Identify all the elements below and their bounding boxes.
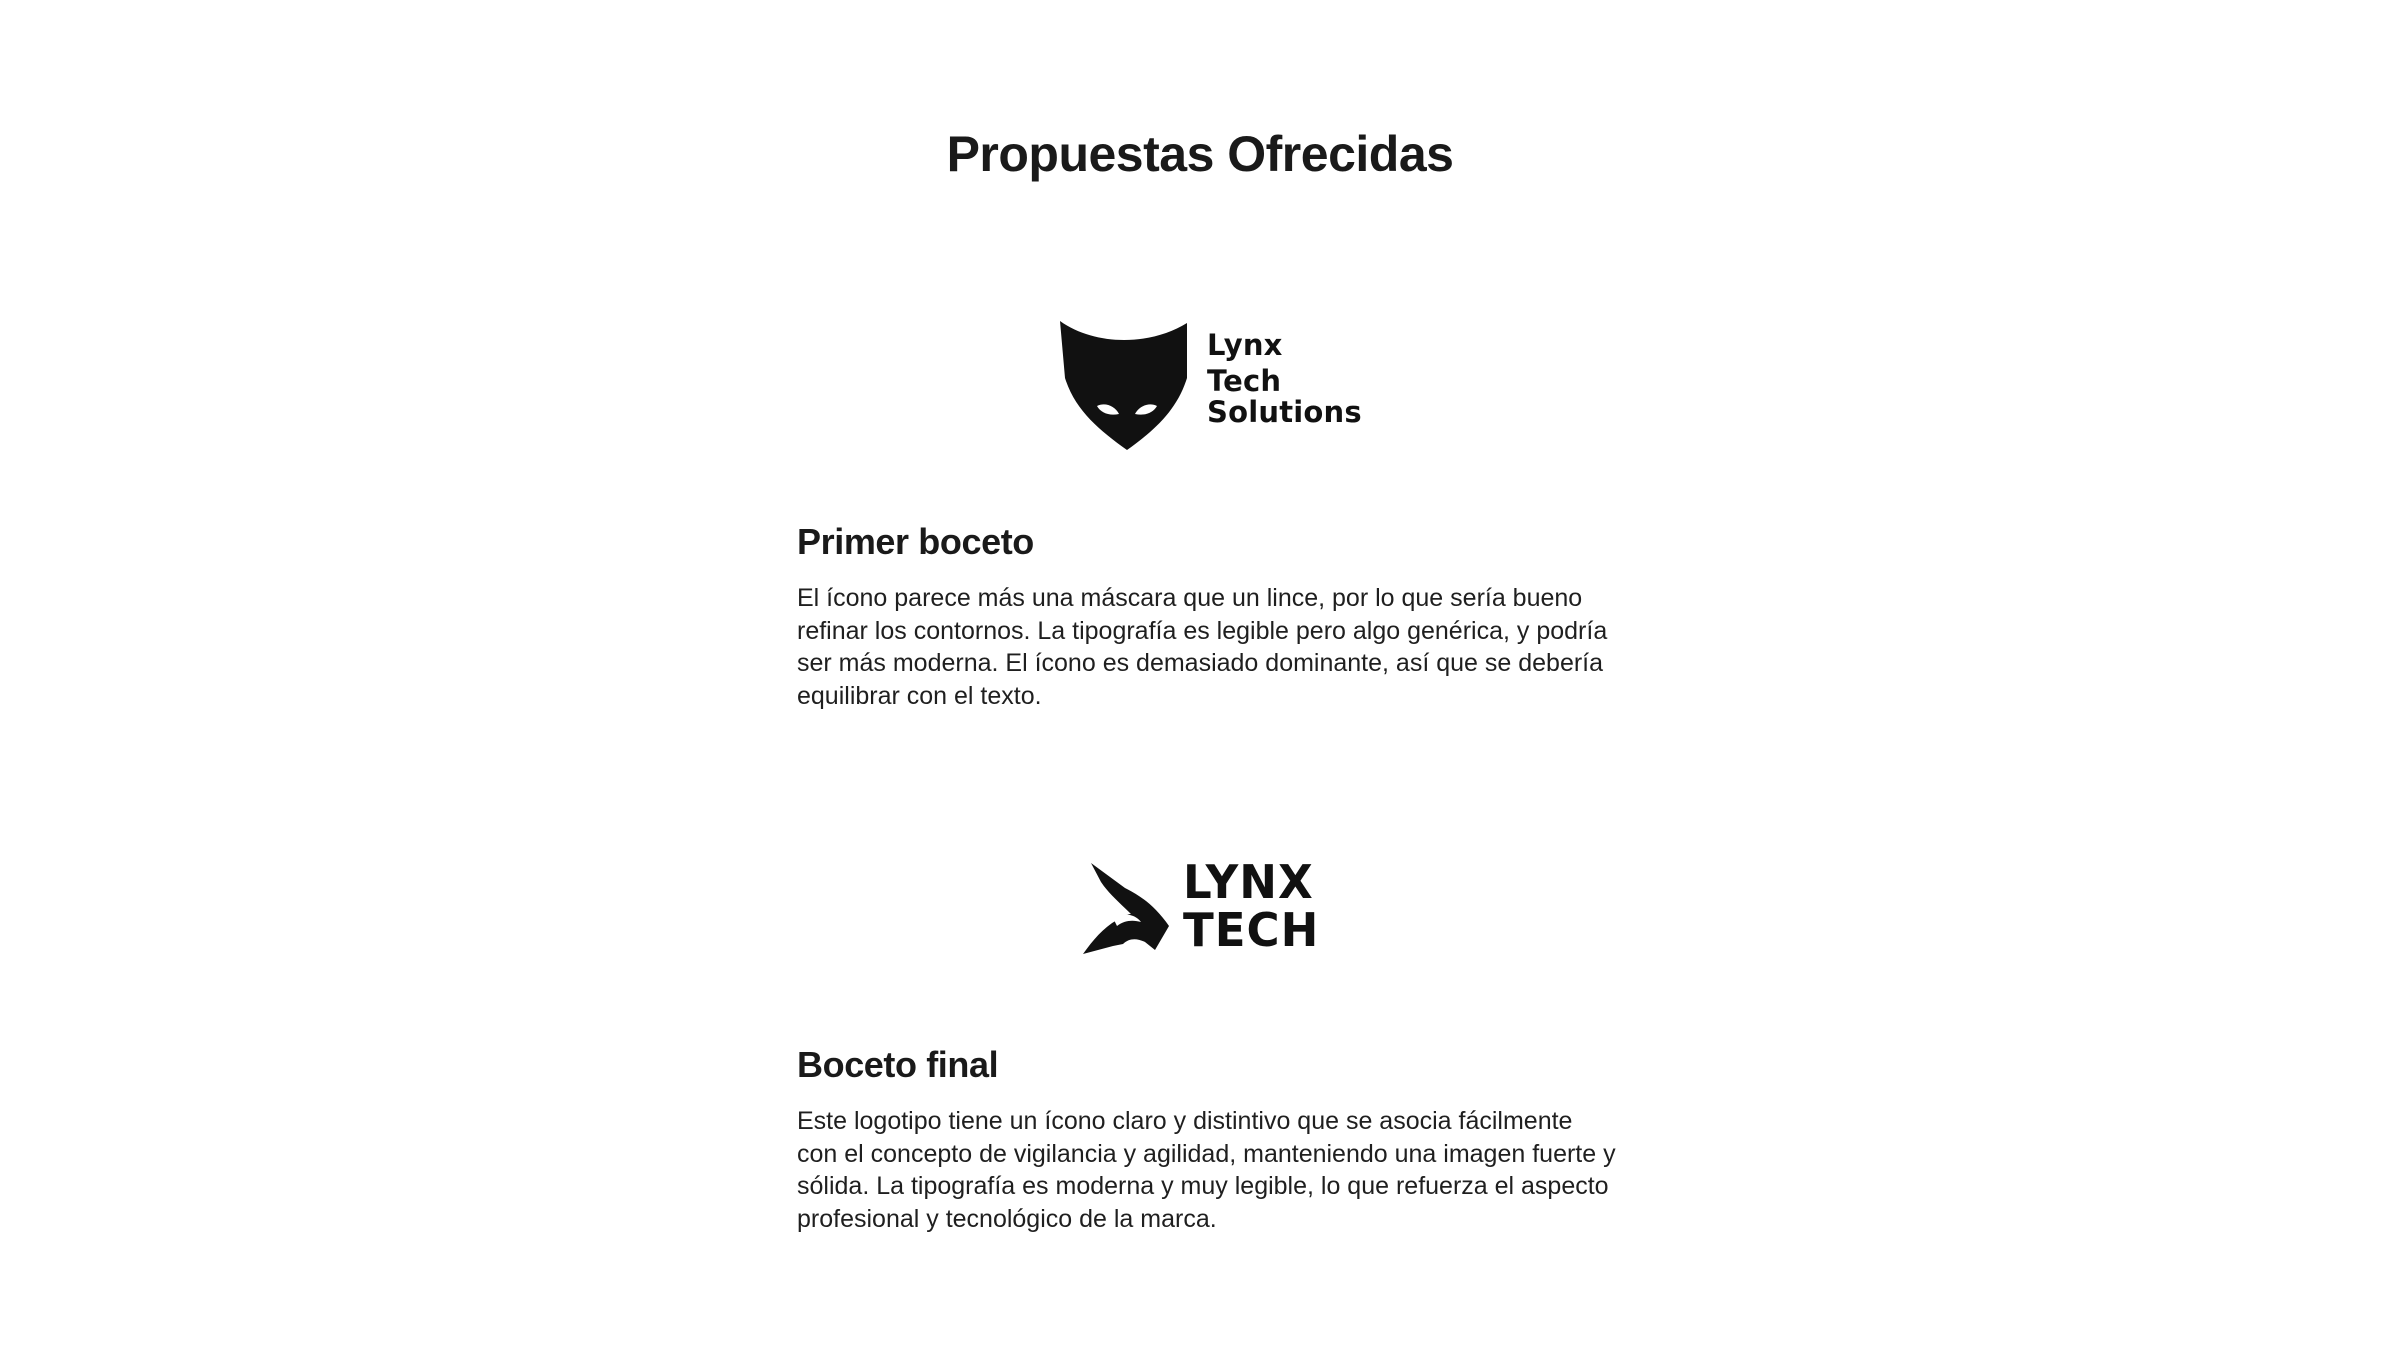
lynx-head-icon (1083, 858, 1173, 958)
wordmark-line: Lynx (1207, 328, 1283, 362)
wordmark-line: Solutions (1207, 395, 1362, 429)
wordmark-line: LYNX (1183, 855, 1314, 909)
first-sketch-heading: Primer boceto (797, 521, 1034, 562)
wordmark-line: TECH (1183, 903, 1320, 957)
wordmark-line: Tech (1207, 364, 1282, 398)
page-title: Propuestas Ofrecidas (946, 126, 1454, 182)
lynx-mask-icon (1055, 318, 1205, 453)
final-sketch-logo (1083, 855, 1320, 958)
final-sketch-description: Este logotipo tiene un ícono claro y distintivo que se asocia fácilmente con el concepto de vigilancia y agilidad, manteniendo una imagen fuerte y sólida. La tipografía es moderna y muy legible, lo que refuerza el aspecto profesional y tecnológico de la marca. (797, 1107, 1616, 1233)
first-sketch-description: El ícono parece más una máscara que un lince, por lo que sería bueno refinar los contornos. La tipografía es legible pero algo genérica, y podría ser más moderna. El ícono es demasiado dominante, así que se debería equilibrar con el texto. (797, 584, 1608, 710)
final-sketch-heading: Boceto final (797, 1044, 999, 1085)
first-sketch-logo (1055, 318, 1362, 453)
